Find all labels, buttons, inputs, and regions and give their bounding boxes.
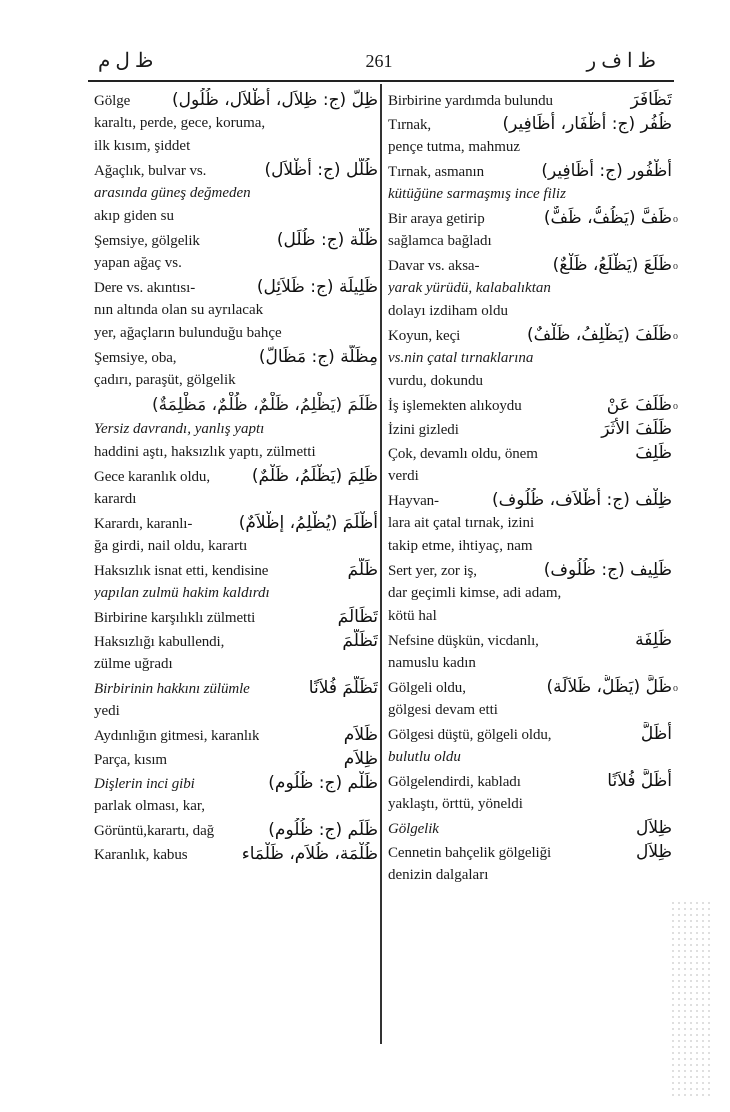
entry-definition-line: zülme uğradı <box>94 656 173 672</box>
entry-definition: Gölgeli oldu, <box>388 680 466 696</box>
margin-speck: o <box>673 401 678 412</box>
entry-arabic: ظَلِفَة <box>635 630 672 650</box>
entry-head <box>388 159 672 183</box>
entry-head <box>94 511 378 535</box>
entry-definition-line: parlak olması, kar, <box>94 798 206 814</box>
page-header <box>90 46 668 76</box>
entry-arabic: ظِلاَم <box>343 749 378 769</box>
entry-definition-line: karaltı, perde, gece, koruma, <box>94 115 266 131</box>
entry-definition-line: nın altında olan su ayrılacak <box>94 302 264 318</box>
entry-head <box>94 558 378 582</box>
entry-head <box>94 676 378 700</box>
dictionary-entry <box>388 393 678 417</box>
entry-head <box>388 112 672 136</box>
entry-definition: İzini gizledi <box>388 422 459 438</box>
entry-arabic: ظِلاَل <box>635 842 672 862</box>
dictionary-entry <box>94 392 378 464</box>
entry-definition: Nefsine düşkün, vicdanlı, <box>388 633 539 649</box>
entry-arabic: أظْفُور (ج: أظَافِير) <box>541 161 672 181</box>
entry-arabic: تَظَالَمَ <box>337 607 378 627</box>
entry-arabic: ظَلاَم <box>343 725 378 745</box>
dictionary-entry <box>388 769 672 816</box>
entry-arabic: تَظَلَّمَ فُلاَنًا <box>308 678 378 698</box>
entry-head <box>388 488 672 512</box>
entry-definition-line: verdi <box>388 468 419 484</box>
entry-definition: Birbirine yardımda bulundu <box>388 93 553 109</box>
entry-head <box>388 393 672 417</box>
entry-definition-line: ilk kısım, şiddet <box>94 138 191 154</box>
entry-head <box>388 88 672 112</box>
header-left-root: ظ ل م <box>98 50 154 72</box>
entry-head <box>94 771 378 795</box>
entry-definition: Tırnak, asmanın <box>388 164 484 180</box>
entry-definition: Karanlık, kabus <box>94 847 188 863</box>
dictionary-entry <box>94 771 378 818</box>
entry-definition-line: lara ait çatal tırnak, izini <box>388 515 535 531</box>
entry-head <box>388 253 672 277</box>
entry-head <box>388 628 672 652</box>
dictionary-entry <box>94 88 378 158</box>
entry-definition-line: arasında güneş değmeden <box>94 185 251 201</box>
entry-arabic: ظِلّ (ج: ظِلاَل، أظْلاَل، ظُلُول) <box>171 90 378 110</box>
entry-arabic: مِظَلَّة (ج: مَظَالّ) <box>258 347 378 367</box>
entry-arabic: ظَلِفَ <box>635 443 672 463</box>
entry-arabic: ظُلَّل (ج: أظْلاَل) <box>264 160 378 180</box>
dictionary-entry <box>94 818 378 842</box>
dictionary-entry <box>388 206 678 253</box>
dictionary-entry <box>388 675 678 722</box>
entry-head <box>94 747 378 771</box>
entry-arabic: ظَلَعَ (يَظْلَعُ، ظَلْعٌ) <box>552 255 672 275</box>
entry-head <box>94 723 378 747</box>
entry-definition-line: dolayı izdiham oldu <box>388 303 508 319</box>
entry-head <box>388 558 672 582</box>
margin-dots <box>670 900 710 1100</box>
header-rule <box>88 80 674 82</box>
dictionary-entry <box>94 228 378 275</box>
entry-definition: Koyun, keçi <box>388 328 461 344</box>
entry-definition: Hayvan- <box>388 493 439 509</box>
dictionary-entry <box>94 605 378 629</box>
header-right-root: ظ ا ف ر <box>586 50 656 72</box>
dictionary-entry <box>94 676 378 723</box>
dictionary-entry <box>388 112 672 159</box>
entry-definition: Sert yer, zor iş, <box>388 563 477 579</box>
entry-definition-line: vurdu, dokundu <box>388 373 483 389</box>
entry-definition-line: gölgesi devam etti <box>388 702 498 718</box>
margin-speck: o <box>673 683 678 694</box>
entry-definition: Haksızlığı kabullendi, <box>94 634 225 650</box>
entry-arabic: ظَلْم (ج: ظُلُوم) <box>268 773 378 793</box>
entry-definition-line: yaklaştı, örttü, yöneldi <box>388 796 523 812</box>
entry-definition: Gölge <box>94 93 131 109</box>
dictionary-entry <box>94 558 378 605</box>
entry-head <box>388 206 672 230</box>
entry-definition-line: karardı <box>94 491 137 507</box>
entry-arabic: ظِلاَل <box>635 818 672 838</box>
entry-definition: Şemsiye, gölgelik <box>94 233 200 249</box>
entry-definition-line: çadırı, paraşüt, gölgelik <box>94 372 236 388</box>
entry-head <box>388 816 672 840</box>
dictionary-entry <box>388 417 672 441</box>
entry-definition-line: akıp giden su <box>94 208 174 224</box>
entry-definition-line: yer, ağaçların bulunduğu bahçe <box>94 325 282 341</box>
column-divider <box>380 84 382 1044</box>
dictionary-entry <box>388 558 672 628</box>
entry-arabic: ظَلَم (ج: ظُلُوم) <box>268 820 378 840</box>
margin-speck: o <box>673 331 678 342</box>
entry-definition-line: Yersiz davrandı, yanlış yaptı <box>94 421 265 437</box>
right-column <box>388 88 678 887</box>
entry-definition-line: namuslu kadın <box>388 655 476 671</box>
entry-definition: Dişlerin inci gibi <box>94 776 195 792</box>
entry-head <box>388 722 672 746</box>
dictionary-entry <box>94 158 378 228</box>
entry-arabic: ظُلْمَة، ظُلاَم، ظَلْمَاء <box>241 844 378 864</box>
entry-definition-line: kötü hal <box>388 608 437 624</box>
dictionary-entry <box>388 722 672 769</box>
dictionary-entry <box>388 816 672 840</box>
page-number: 261 <box>365 51 393 71</box>
left-column <box>94 88 378 866</box>
dictionary-entry <box>94 629 378 676</box>
entry-head <box>94 228 378 252</box>
entry-definition-line: yedi <box>94 703 120 719</box>
dictionary-entry <box>388 323 678 393</box>
entry-head <box>388 323 672 347</box>
dictionary-entry <box>388 488 672 558</box>
entry-definition: Davar vs. aksa- <box>388 258 480 274</box>
dictionary-entry <box>94 345 378 392</box>
entry-definition: Karardı, karanlı- <box>94 516 193 532</box>
entry-arabic: ظَلَّمَ <box>347 560 378 580</box>
entry-definition-line: haddini aştı, haksızlık yaptı, zülmetti <box>94 444 316 460</box>
entry-arabic: ظِلْف (ج: أظْلاَف، ظُلُوف) <box>491 490 672 510</box>
entry-definition: Görüntü,karartı, dağ <box>94 823 215 839</box>
entry-head <box>388 840 672 864</box>
dictionary-entry <box>388 840 672 887</box>
entry-definition: Şemsiye, oba, <box>94 350 177 366</box>
entry-definition-line: denizin dalgaları <box>388 867 489 883</box>
entry-head <box>388 441 672 465</box>
dictionary-entry <box>388 441 672 488</box>
entry-definition: Bir araya getirip <box>388 211 485 227</box>
entry-definition: Gölgelik <box>388 821 439 837</box>
entry-head <box>94 275 378 299</box>
dictionary-entry <box>94 511 378 558</box>
entry-head <box>94 818 378 842</box>
entry-definition-line: pençe tutma, mahmuz <box>388 139 521 155</box>
entry-arabic: ظَلِمَ (يَظْلَمُ، ظَلْمٌ) <box>251 466 378 486</box>
entry-definition: Ağaçlık, bulvar vs. <box>94 163 207 179</box>
entry-head <box>94 605 378 629</box>
entry-definition: Aydınlığın gitmesi, karanlık <box>94 728 260 744</box>
entry-definition-line: kütüğüne sarmaşmış ince filiz <box>388 186 566 202</box>
entry-arabic: ظُلَّة (ج: ظُلَل) <box>276 230 378 250</box>
entry-definition-line: bulutlu oldu <box>388 749 461 765</box>
entry-arabic: ظُفُر (ج: أظْفَار، أظَافِير) <box>502 114 672 134</box>
dictionary-entry <box>94 464 378 511</box>
entry-head <box>94 88 378 112</box>
entry-arabic: أظْلَمَ (يُظْلِمُ، إظْلاَمٌ) <box>238 513 378 533</box>
entry-definition: Dere vs. akıntısı- <box>94 280 196 296</box>
entry-definition: İş işlemekten alıkoydu <box>388 398 522 414</box>
entry-definition: Birbirinin hakkını zülümle <box>94 681 250 697</box>
entry-definition: Gölgelendirdi, kabladı <box>388 774 521 790</box>
entry-definition: Birbirine karşılıklı zülmetti <box>94 610 256 626</box>
entry-definition-line: takip etme, ihtiyaç, nam <box>388 538 533 554</box>
dictionary-entry <box>94 275 378 345</box>
entry-head <box>94 842 378 866</box>
entry-head <box>94 345 378 369</box>
entry-definition-line: ğa girdi, nail oldu, karartı <box>94 538 248 554</box>
entry-arabic: ظَلِيف (ج: ظُلُوف) <box>543 560 672 580</box>
entry-head <box>94 464 378 488</box>
entry-arabic: تَظَلَّمَ <box>342 631 378 651</box>
entry-definition-line: yapılan zulmü hakim kaldırdı <box>94 585 270 601</box>
entry-definition-line: dar geçimli kimse, adi adam, <box>388 585 562 601</box>
entry-definition: Cennetin bahçelik gölgeliği <box>388 845 552 861</box>
entry-head <box>388 417 672 441</box>
margin-speck: o <box>673 261 678 272</box>
entry-definition: Gölgesi düştü, gölgeli oldu, <box>388 727 552 743</box>
entry-definition: Parça, kısım <box>94 752 167 768</box>
entry-definition: Haksızlık isnat etti, kendisine <box>94 563 269 579</box>
entry-arabic: ظَفَّ (يَظُفُّ، ظَفٌّ) <box>543 208 672 228</box>
entry-definition: Tırnak, <box>388 117 432 133</box>
entry-definition: Çok, devamlı oldu, önem <box>388 446 538 462</box>
dictionary-entry <box>94 747 378 771</box>
entry-definition-line: sağlamca bağladı <box>388 233 492 249</box>
dictionary-entry <box>388 88 672 112</box>
entry-definition-line: yapan ağaç vs. <box>94 255 182 271</box>
entry-arabic: تَظَافَرَ <box>630 90 672 110</box>
dictionary-entry <box>388 628 672 675</box>
entry-arabic: ظَلِيلَة (ج: ظَلاَئِل) <box>256 277 378 297</box>
entry-head <box>94 158 378 182</box>
dictionary-entry <box>388 159 672 206</box>
entry-head <box>388 769 672 793</box>
entry-definition-line: vs.nin çatal tırnaklarına <box>388 350 534 366</box>
dictionary-entry <box>94 842 378 866</box>
entry-arabic: ظَلَّ (يَظَلُّ، ظَلاَلَة) <box>546 677 672 697</box>
margin-speck: o <box>673 214 678 225</box>
entry-head <box>388 675 672 699</box>
entry-definition: Gece karanlık oldu, <box>94 469 210 485</box>
entry-arabic: أظَلَّ فُلاَنًا <box>607 771 672 791</box>
dictionary-entry <box>388 253 678 323</box>
entry-arabic: ظَلَفَ (يَظْلِفُ، ظَلْفٌ) <box>527 325 672 345</box>
entry-arabic: ظَلَفَ عَنْ <box>606 395 672 415</box>
dictionary-entry <box>94 723 378 747</box>
entry-arabic: أظَلَّ <box>640 724 672 744</box>
entry-arabic: ظَلَمَ (يَظْلِمُ، ظَلْمٌ، ظُلْمٌ، مَظْلِمَةٌ) <box>152 395 378 415</box>
entry-definition-line: yarak yürüdü, kalabalıktan <box>388 280 551 296</box>
entry-head <box>94 629 378 653</box>
entry-arabic: ظَلَفَ الأثَرَ <box>601 419 672 439</box>
